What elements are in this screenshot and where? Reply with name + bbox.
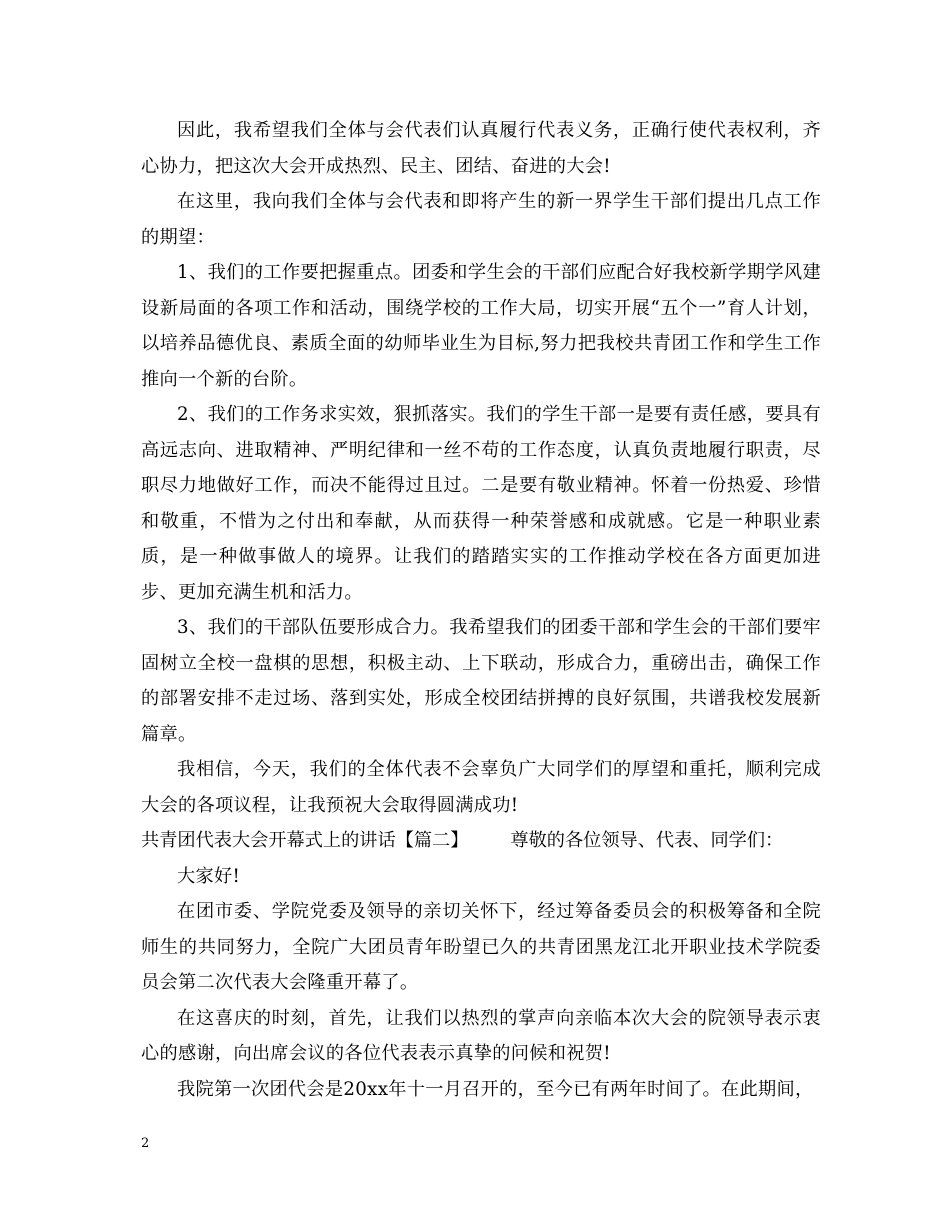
paragraph-point-3: 3、我们的干部队伍要形成合力。我希望我们的团委干部和学生会的干部们要牢固树立全校一盘棋的思想，积极主动、上下联动，形成合力，重磅出击，确保工作的部署安排不走过场、落到实处，形成全校团结拼搏的良好氛围，共谱我校发展新篇章。 [141,617,821,745]
paragraph-thanks: 在这喜庆的时刻，首先，让我们以热烈的掌声向亲临本次大会的院领导表示衷心的感谢，向出席会议的各位代表表示真挚的问候和祝贺! [141,1007,821,1064]
paragraph-conclusion: 因此，我希望我们全体与会代表们认真履行代表义务，正确行使代表权利，齐心协力，把这次大会开成热烈、民主、团结、奋进的大会! [141,120,821,177]
section-heading: 共青团代表大会开幕式上的讲话【篇二】 [141,830,469,851]
paragraph-closing-wish: 我相信，今天，我们的全体代表不会辜负广大同学们的厚望和重托，顺利完成大会的各项议程，让我预祝大会取得圆满成功! [141,759,821,816]
document-body [141,113,821,1107]
paragraph-point-1: 1、我们的工作要把握重点。团委和学生会的干部们应配合好我校新学期学风建设新局面的各项工作和活动，围绕学校的工作大局，切实开展“五个一”育人计划，以培养品德优良、素质全面的幼师毕业生为目标,努力把我校共青团工作和学生工作推向一个新的台阶。 [141,262,821,390]
section-heading-line [141,823,821,859]
paragraph-history: 我院第一次团代会是20xx年十一月召开的，至今已有两年时间了。在此期间， [177,1078,814,1100]
paragraph-expectations-intro: 在这里，我向我们全体与会代表和即将产生的新一界学生干部们提出几点工作的期望： [141,191,821,248]
paragraph-opening: 在团市委、学院党委及领导的亲切关怀下，经过筹备委员会的积极筹备和全院师生的共同努力，全院广大团员青年盼望已久的共青团黑龙江北开职业技术学院委员会第二次代表大会隆重开幕了。 [141,901,821,993]
paragraph-point-2: 2、我们的工作务求实效，狠抓落实。我们的学生干部一是要有责任感，要具有高远志向、进取精神、严明纪律和一丝不苟的工作态度，认真负责地履行职责，尽职尽力地做好工作，而决不能得过且过。二是要有敬业精神。怀着一份热爱、珍惜和敬重，不惜为之付出和奉献，从而获得一种荣誉感和成就感。它是一种职业素质，是一种做事做人的境界。让我们的踏踏实实的工作推动学校在各方面更加进步、更加充满生机和活力。 [141,404,821,603]
salutation: 尊敬的各位领导、代表、同学们： [510,830,784,851]
paragraph-greeting: 大家好! [177,865,241,887]
page-number: 2 [141,1136,150,1151]
